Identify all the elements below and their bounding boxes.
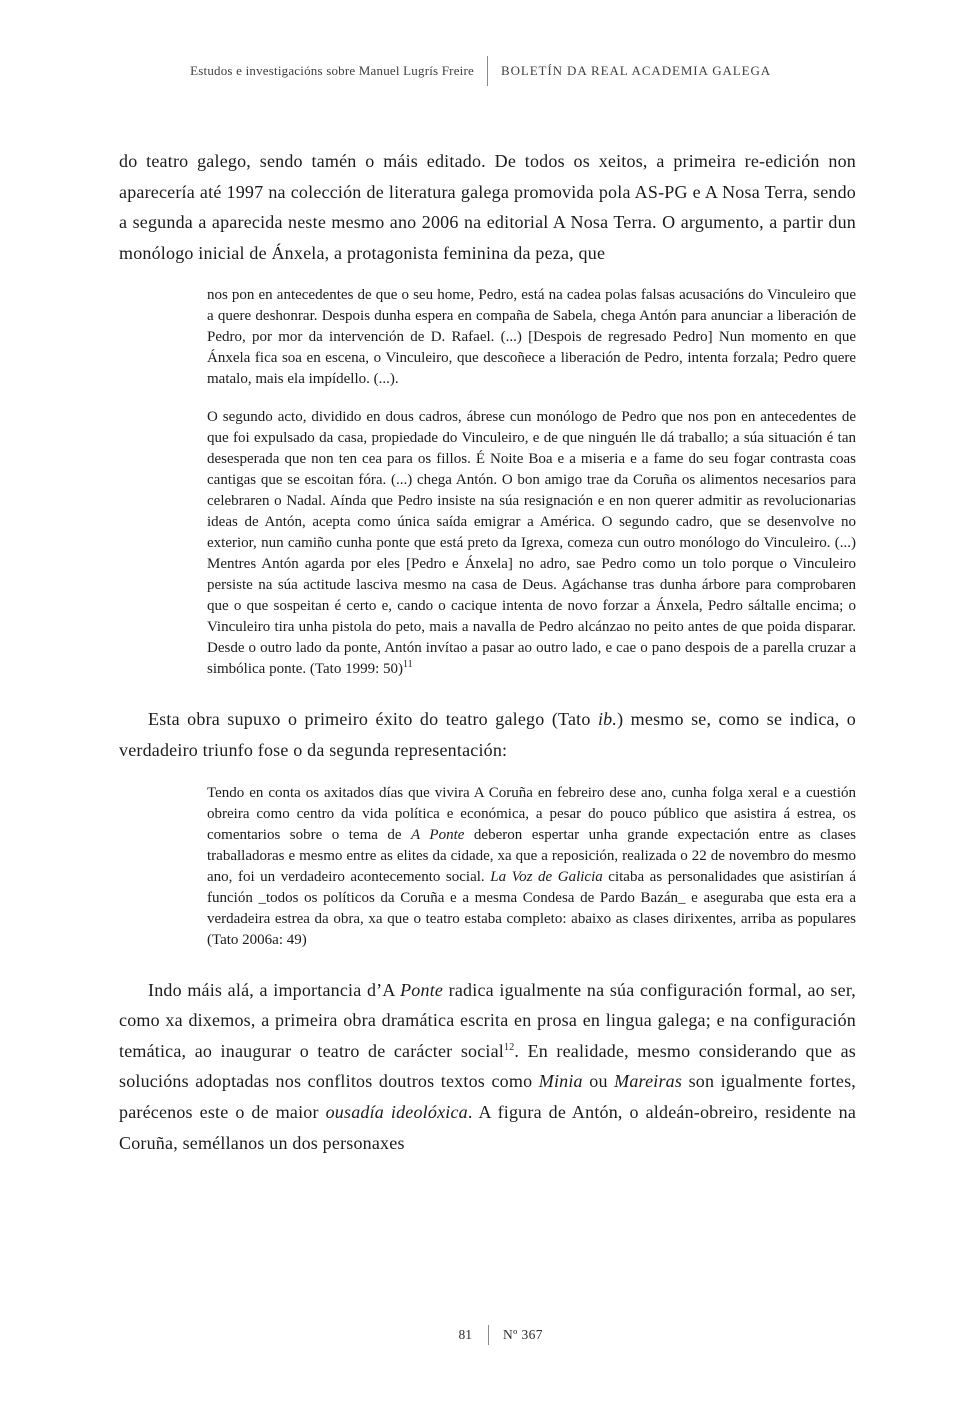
italic-text: ousadía ideolóxica — [325, 1101, 468, 1122]
text-run: citaba as personalidades que asistirían á función _todos os políticos da Coruña e a mesma Condesa de Pardo Bazán_ e aseguraba que esta era a verdadeira estrea da obra, xa que o teatro estaba completo: abaixo as clases dirixentes, arriba as populares (Tato 2006a: 49) — [207, 868, 856, 948]
text-run: Tendo en conta os axitados días que vivira A Coruña en febreiro dese ano, cunha folga xeral e a cuestión obreira como centro da vida política e económica, a pesar do pouco público que asistira á estrea, os comentarios sobre o tema de — [207, 784, 856, 843]
body-paragraph — [119, 146, 856, 268]
italic-text: Minia — [538, 1071, 583, 1092]
text-run: . En realidade, mesmo considerando que as solucións adoptadas nos conflitos doutros textos como — [119, 1040, 856, 1092]
italic-text: ib. — [597, 709, 618, 730]
block-quote — [207, 407, 856, 680]
block-quote — [207, 285, 856, 390]
footnote-reference: 11 — [403, 659, 413, 671]
page-body — [119, 146, 856, 1168]
italic-text: A Ponte — [411, 826, 465, 843]
running-header-right: BOLETÍN DA REAL ACADEMIA GALEGA — [501, 63, 772, 78]
text-run: Indo máis alá, a importancia d’A — [148, 979, 401, 1000]
text-run: O segundo acto, dividido en dous cadros, ábrese cun monólogo de Pedro que nos pon en antecedentes de que foi expulsado da casa, propiedade do Vinculeiro, e de que ninguén lle dá traballo; a súa situación é tan desesperada que non ten cea para os fillos. É Noite Boa e a miseria e a fame do seu fogar contrasta coas cantigas que se escoitan fóra. (...) chega Antón. O bon amigo trae da Coruña os alimentos necesarios para celebraren o Nadal. Aínda que Pedro insiste na súa resignación e en non querer admitir as revolucionarias ideas de Antón, acepta como única saída emigrar a América. O segundo cadro, que se desenvolve no exterior, nun camiño cunha ponte que está preto da Igrexa, comeza cun outro monólogo do Vinculeiro. (...) Mentres Antón agarda por eles [Pedro e Ánxela] no adro, sae Pedro como un tolo porque o Vinculeiro persiste na súa actitude lasciva mesmo na casa de Deus. Agáchanse tras dunha árbore para comprobaren que o que sospeitan é certo e, cando o cacique intenta de novo forzar a Ánxela, Pedro sáltalle encima; o Vinculeiro tira unha pistola do peto, mais a navalla de Pedro alcánzao no peito antes de que poida disparar. Desde o outro lado da ponte, Antón invítao a pasar ao outro lado, e cae o pano despois de a parella cruzar a simbólica ponte. (Tato 1999: 50) — [207, 409, 856, 678]
block-quote — [207, 783, 856, 951]
text-run: Esta obra supuxo o primeiro éxito do teatro galego (Tato — [148, 709, 598, 730]
text-run: ) mesmo se, como se indica, o verdadeiro triunfo fose o da segunda representación: — [119, 709, 857, 760]
text-run: deberon espertar unha grande expectación entre as clases traballadoras e mesmo entre as elites da cidade, xa que a reposición, realizada o 22 de novembro do mesmo ano, foi un verdadeiro acontecemento social. — [207, 826, 856, 885]
body-paragraph — [119, 704, 856, 765]
text-run: radica igualmente na súa configuración formal, ao ser, como xa dixemos, a primeira obra dramática escrita en prosa en lingua galega; e na configuración temática, ao inaugurar o teatro de carácter social — [119, 979, 856, 1061]
text-run: nos pon en antecedentes de que o seu home, Pedro, está na cadea polas falsas acusacións do Vinculeiro que a quere deshonrar. Despois dunha espera en compaña de Sabela, chega Antón para anunciar a liberación de Pedro, por mor da intervención de D. Rafael. (...) [Despois de regresado Pedro] Nun momento en que Ánxela fica soa en escena, o Vinculeiro, que descoñece a liberación de Pedro, intenta forzala; Pedro quere matalo, mais ela impídello. (...). — [207, 287, 856, 388]
page-number: 81 — [458, 1327, 472, 1342]
footnote-reference: 12 — [504, 1041, 515, 1053]
italic-text: La Voz de Galicia — [490, 868, 603, 885]
text-run: do teatro galego, sendo tamén o máis editado. De todos os xeitos, a primeira re-edición non aparecería até 1997 na colección de literatura galega promovida pola AS-PG e A Nosa Terra, sendo a segunda a aparecida neste mesmo ano 2006 na editorial A Nosa Terra. O argumento, a partir dun monólogo inicial de Ánxela, a protagonista feminina da peza, que — [119, 151, 856, 263]
text-run: ou — [582, 1071, 615, 1092]
text-run: son igualmente fortes, parécenos este o de maior — [119, 1071, 856, 1122]
page-footer — [0, 1322, 975, 1348]
body-paragraph — [119, 975, 856, 1159]
running-header-left: Estudos e investigacións sobre Manuel Lugrís Freire — [190, 63, 474, 78]
text-run: . A figura de Antón, o aldeán-obreiro, residente na Coruña, seméllanos un dos personaxes — [119, 1101, 857, 1153]
issue-number: Nº 367 — [503, 1327, 543, 1342]
italic-text: Mareiras — [614, 1071, 683, 1092]
italic-text: Ponte — [400, 979, 444, 1000]
page-header — [0, 54, 975, 88]
